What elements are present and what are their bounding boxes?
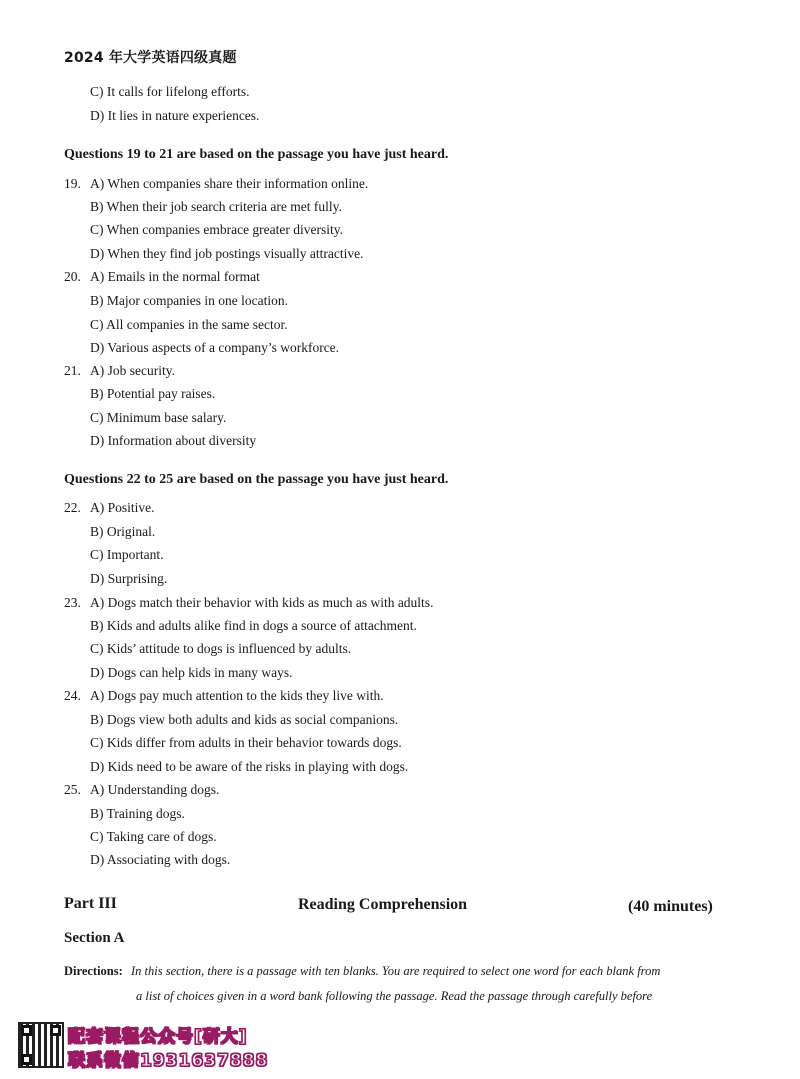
questions-22-25-heading: Questions 22 to 25 are based on the passage you have just heard. [64,472,449,487]
option: C) Important. [90,547,164,562]
question-number: 20. [64,269,81,284]
promo-line-2: 联系微信1931637888 [68,1051,269,1071]
option: B) Dogs view both adults and kids as social companions. [90,712,399,727]
option: A) Job security. [90,363,175,378]
option: D) Surprising. [90,571,168,586]
option: A) Understanding dogs. [90,782,220,797]
option: D) Kids need to be aware of the risks in playing with dogs. [90,759,409,774]
option: B) Kids and adults alike find in dogs a source of attachment. [90,618,417,633]
question-number: 24. [64,688,81,703]
questions-19-21-heading: Questions 19 to 21 are based on the passage you have just heard. [64,147,449,162]
option: D) Dogs can help kids in many ways. [90,665,293,680]
option: C) Minimum base salary. [90,410,227,425]
option: A) When companies share their information online. [90,176,369,191]
option: D) Information about diversity [90,433,257,448]
option-d-prev: D) It lies in nature experiences. [90,108,260,123]
promo-line-1: 配套课程公众号[研大] [68,1027,248,1047]
option: B) Major companies in one location. [90,293,288,308]
option-c-prev: C) It calls for lifelong efforts. [90,84,250,99]
option: C) Kids’ attitude to dogs is influenced by adults. [90,641,352,656]
part-title: Reading Comprehension [298,896,468,913]
option: D) Associating with dogs. [90,852,231,867]
option: C) Taking care of dogs. [90,829,217,844]
question-number: 25. [64,782,81,797]
directions-line-1: In this section, there is a passage with ten blanks. You are required to select one word for each blank from [131,964,661,978]
page-header: 2024 年大学英语四级真题 [64,50,237,66]
question-number: 19. [64,176,81,191]
option: A) Emails in the normal format [90,269,260,284]
question-number: 22. [64,500,81,515]
option: D) Various aspects of a company’s workforce. [90,340,340,355]
promo-watermark [18,1022,318,1072]
option: B) Training dogs. [90,806,185,821]
option: B) When their job search criteria are met fully. [90,199,342,214]
option: A) Positive. [90,500,155,515]
directions-label: Directions: [64,964,123,978]
option: A) Dogs pay much attention to the kids they live with. [90,688,384,703]
option: B) Original. [90,524,156,539]
part-time: (40 minutes) [628,898,713,915]
question-number: 23. [64,595,81,610]
question-number: 21. [64,363,81,378]
section-heading: Section A [64,930,125,946]
option: C) All companies in the same sector. [90,317,288,332]
option: C) Kids differ from adults in their behavior towards dogs. [90,735,402,750]
option: A) Dogs match their behavior with kids as much as with adults. [90,595,434,610]
qr-code-icon [18,1022,64,1068]
option: D) When they find job postings visually attractive. [90,246,364,261]
option: B) Potential pay raises. [90,386,216,401]
part-label: Part III [64,895,117,912]
directions-line-2: a list of choices given in a word bank following the passage. Read the passage through carefully before [136,989,653,1003]
option: C) When companies embrace greater diversity. [90,222,344,237]
